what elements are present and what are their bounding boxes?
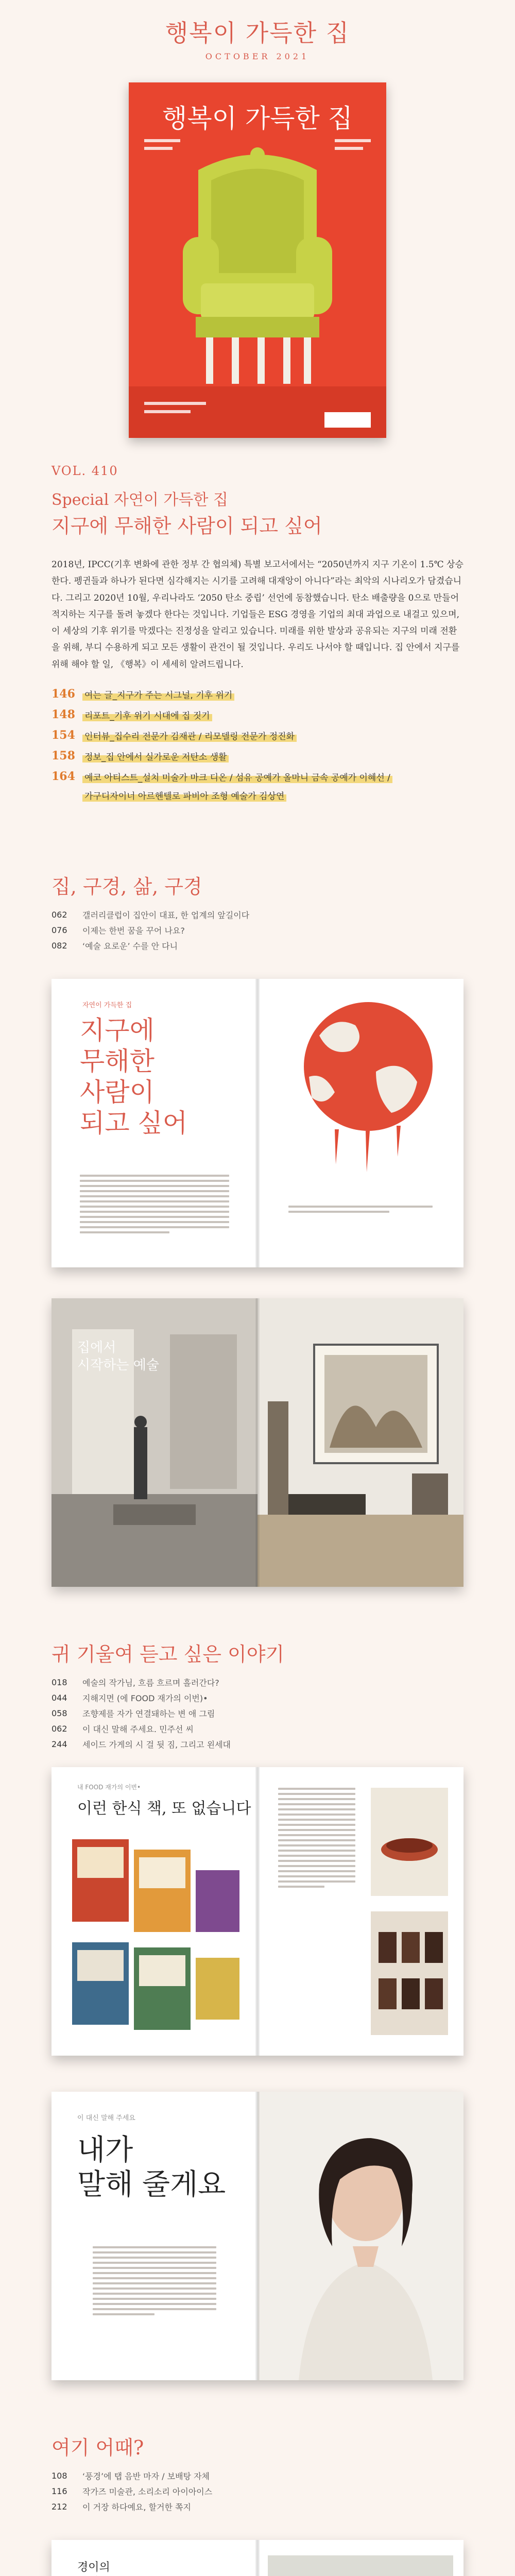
spread-title-line: 시작하는 예술 — [77, 1357, 159, 1373]
toc-page-number: 148 — [52, 708, 75, 721]
item-text: 갤러리클럽이 집안이 대표, 한 업계의 앞길이다 — [82, 910, 250, 920]
list-item[interactable] — [52, 2499, 464, 2514]
jars-photo — [371, 1911, 448, 2035]
spread-page-right — [258, 979, 464, 1267]
spread-page-left — [52, 979, 258, 1267]
spread-title — [77, 2133, 226, 2202]
cover-image — [129, 82, 386, 438]
spread-title-line: 말해 줄게요 — [77, 2168, 226, 2202]
spread-gutter — [255, 2092, 260, 2380]
body-text-block — [93, 2246, 216, 2318]
page-number: 058 — [52, 1708, 67, 1718]
special-title: 지구에 무해한 사람이 되고 싶어 — [52, 515, 322, 537]
spread-title-line: 지구에 — [80, 1015, 154, 1045]
spread-title — [77, 1340, 159, 1375]
item-text: 예술의 작가님, 흐름 흐르며 흘러간다? — [82, 1677, 219, 1688]
gallery-room-photo — [258, 1298, 464, 1587]
magazine-spread-korean-cookbook — [52, 1767, 464, 2056]
list-item[interactable] — [52, 938, 464, 953]
item-text: 지해지면 (에 FOOD 재가의 이번)• — [82, 1693, 208, 1703]
toc-label: 정보_집 안에서 실가로운 저탄소 생활 — [82, 750, 229, 762]
spread-gutter — [255, 979, 260, 1267]
toc-row[interactable] — [52, 768, 392, 785]
item-text: 이제는 한번 꿈을 꾸어 나요? — [82, 925, 185, 936]
cookbook-covers-photo — [72, 1839, 242, 2035]
body-text-block — [278, 1788, 355, 1891]
item-text: 이 대신 말해 주세요. 민주선 씨 — [82, 1724, 194, 1734]
toc-label: 가구디자이너 아르헨텔로 파비아 조형 예술가 김상연 — [82, 789, 286, 802]
issue-month: OCTOBER 2021 — [205, 52, 310, 61]
page-number: 082 — [52, 940, 67, 951]
spread-page-right — [258, 1767, 464, 2056]
hanok-building-photo — [268, 2555, 453, 2576]
list-item[interactable] — [52, 1705, 464, 1721]
page-number: 076 — [52, 925, 67, 935]
section-list-places — [52, 2468, 464, 2514]
toc-page-number: 146 — [52, 687, 75, 701]
spread-title-line: 되고 싶어 — [80, 1108, 188, 1138]
page-number: 062 — [52, 909, 67, 920]
spread-page-right — [258, 2540, 464, 2576]
spread-title — [77, 2561, 135, 2576]
item-text: 이 거장 하다예요, 할거한 쪽지 — [82, 2502, 191, 2512]
section-title-house: 집, 구경, 삶, 구경 — [52, 875, 202, 898]
page-number: 244 — [52, 1739, 67, 1749]
page-number: 062 — [52, 1723, 67, 1734]
caption-text — [288, 1206, 433, 1216]
cover-armchair-illustration — [129, 82, 386, 438]
toc-label: 여는 글_지구가 주는 시그널, 기후 위기 — [82, 688, 234, 701]
list-item[interactable] — [52, 1690, 464, 1705]
item-text: 작가즈 미술관, 소리소리 아이아이스 — [82, 2486, 213, 2497]
toc-page-number: 158 — [52, 749, 75, 762]
spread-page-left — [52, 2540, 258, 2576]
toc-row[interactable] — [52, 786, 286, 804]
cover-title: 행복이 가득한 집 — [162, 104, 353, 133]
list-item[interactable] — [52, 1736, 464, 1752]
section-title-stories: 귀 기울여 듣고 싶은 이야기 — [52, 1643, 285, 1666]
toc-label: 예코 아티스트_설치 미술가 마크 디온 / 섬유 공예가 올마니 금속 공예가 이혜선 / — [82, 770, 392, 783]
magazine-spread-art-home — [52, 1298, 464, 1587]
toc-label: 인터뷰_집수리 전문가 김재관 / 리모델링 전문가 정진화 — [82, 729, 297, 742]
spread-gutter — [255, 1298, 260, 1587]
magazine-spread-architecture — [52, 2540, 464, 2576]
toc-page-number: 154 — [52, 728, 75, 742]
list-item[interactable] — [52, 1721, 464, 1736]
toc-row[interactable] — [52, 685, 234, 703]
section-list-stories — [52, 1674, 464, 1752]
section-title-places: 여기 어때? — [52, 2436, 144, 2459]
toc-row[interactable] — [52, 747, 229, 765]
spread-title-line: 집에서 — [77, 1340, 116, 1355]
bowl-photo — [371, 1788, 448, 1896]
spread-gutter — [255, 2540, 260, 2576]
page-number: 108 — [52, 2470, 67, 2481]
spread-title-line: 경이의 — [77, 2561, 110, 2574]
spread-kicker: 이 대신 말해 주세요 — [77, 2114, 135, 2122]
magazine-spread-earth — [52, 979, 464, 1267]
spread-page-left — [52, 1298, 258, 1587]
special-toc — [52, 685, 464, 804]
melting-globe-illustration — [288, 994, 448, 1180]
spread-title-line: 내가 — [77, 2133, 133, 2167]
item-text: ‘예술 요로운’ 수를 안 다니 — [82, 941, 178, 951]
section-list-house — [52, 907, 464, 953]
magazine-logo: 행복이 가득한 집 — [165, 19, 350, 47]
magazine-spread-interview — [52, 2092, 464, 2380]
spread-title: 이런 한식 책, 또 없습니다 — [77, 1800, 251, 1818]
spread-page-right — [258, 1298, 464, 1587]
toc-row[interactable] — [52, 726, 297, 744]
spread-title — [80, 1015, 187, 1139]
page-number: 212 — [52, 2501, 67, 2512]
body-text-block — [80, 1175, 229, 1236]
list-item[interactable] — [52, 907, 464, 922]
list-item[interactable] — [52, 922, 464, 938]
spread-gutter — [255, 1767, 260, 2056]
magazine-header — [0, 0, 515, 72]
item-text: 세이드 가게의 시 걸 뒷 짐, 그리고 왼세대 — [82, 1739, 231, 1750]
portrait-photo — [258, 2092, 464, 2380]
toc-row[interactable] — [52, 706, 212, 723]
issue-volume: VOL. 410 — [52, 464, 118, 478]
toc-page-number: 164 — [52, 770, 75, 783]
page-number: 018 — [52, 1677, 67, 1687]
page-number: 044 — [52, 1692, 67, 1703]
spread-page-left — [52, 1767, 258, 2056]
spread-kicker: 자연이 가득한 집 — [82, 1002, 132, 1009]
list-item[interactable] — [52, 2468, 464, 2483]
list-item[interactable] — [52, 1674, 464, 1690]
spread-kicker: 내 FOOD 재가의 이번• — [77, 1784, 141, 1791]
spread-page-right — [258, 2092, 464, 2380]
special-intro-text: 2018년, IPCC(기후 변화에 관한 정부 간 협의체) 특별 보고서에서는 “2050년까지 지구 기온이 1.5℃ 상승한다. 펭귄들과 하나가 된다면 심각해지는 시기를 고려해 대재앙이 아니다”라는 최악의 시나리오가 담겼습니다. 그리고 2020년 10월, 우리나라도 ‘2050 탄소 중립’ 선언에 동참했습니다. 탄소 배출량을 0으로 만들어 적지하는 지구를 돌려 놓겠다 한다는 것입니다. 기업들은 ESG 경영을 기업의 최대 과업으로 내걸고 있으며, 이 세상의 기후 위기를 막겠다는 진정성을 알리고 있습니다. 미래를 위한 발상과 공유되는 지구의 미래 전환을 위해, 부디 수용하게 되고 모든 생활이 관건이 될 것입니다. 우리도 나서야 할 때입니다. 집 안에서 지구를 위해 해야 할 일, 《행복》이 세세히 알려드립니다. — [52, 560, 464, 670]
page-number: 116 — [52, 2486, 67, 2496]
special-kicker: Special 자연이 가득한 집 — [52, 491, 228, 509]
item-text: ‘풍경’에 탭 음반 마자 / 보배탕 자체 — [82, 2471, 210, 2481]
list-item[interactable] — [52, 2483, 464, 2499]
spread-page-left — [52, 2092, 258, 2380]
spread-title-line: 무해한 — [80, 1046, 154, 1076]
item-text: 조향제를 자가 연결돼하는 변 애 그림 — [82, 1708, 215, 1719]
spread-title-line: 사람이 — [80, 1077, 154, 1107]
toc-label: 리포트_기후 위기 시대에 집 짓기 — [82, 708, 212, 721]
